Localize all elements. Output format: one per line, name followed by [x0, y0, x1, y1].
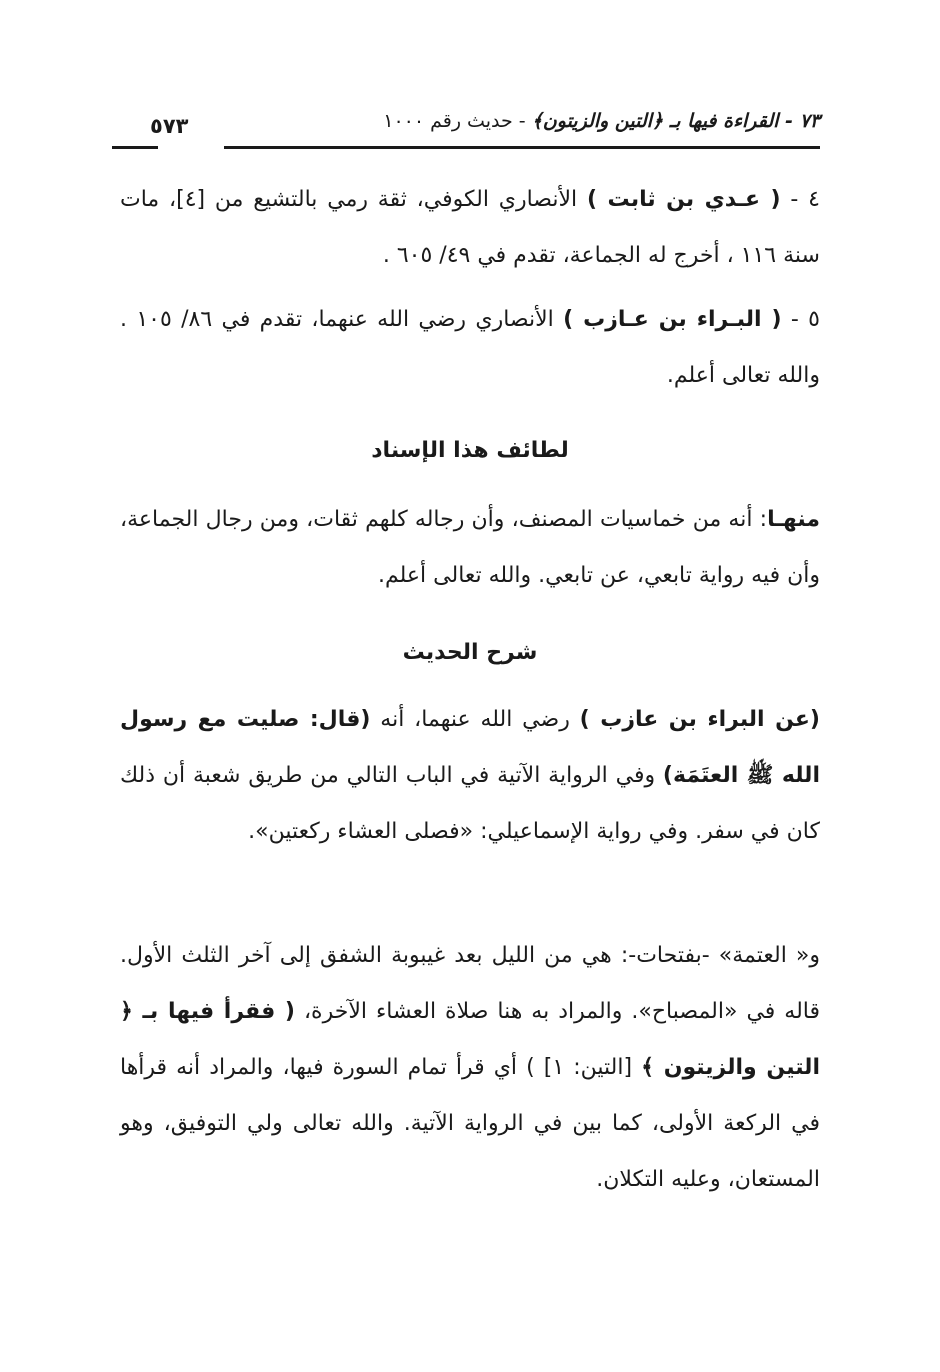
narrator-5-text: الأنصاري رضي الله عنهما، تقدم في ٨٦/ ١٠٥ . والله تعالى أعلم. — [120, 307, 820, 388]
sharh-p1-bold-1: (عن البراء بن عازب ) — [579, 707, 820, 732]
sharh-heading: شرح الحديث — [402, 640, 538, 665]
header-rule-short — [112, 146, 158, 149]
lataif-lead: منهـا — [767, 507, 820, 532]
narrator-4-text: الأنصاري الكوفي، ثقة رمي بالتشيع من [٤]، مات سنة ١١٦ ، أخرج له الجماعة، تقدم في ٤٩/ ٦٠٥ . — [120, 187, 820, 268]
narrator-4-number: ٤ - — [780, 187, 820, 212]
sharh-p1-text-2: وفي الرواية الآتية في الباب التالي من طريق شعبة أن ذلك كان في سفر. وفي رواية الإسماعيلي: «فصلى العشاء ركعتين». — [120, 763, 820, 844]
sharh-paragraph-1 — [120, 692, 820, 860]
lataif-text: : أنه من خماسيات المصنف، وأن رجاله كلهم ثقات، ومن رجال الجماعة، وأن فيه رواية تابعي، عن تابعي. والله تعالى أعلم. — [120, 507, 820, 588]
sharh-p1-bold-2: (قال: صليت مع رسول الله ﷺ العتَمَة) — [120, 707, 820, 788]
narrator-4 — [120, 172, 820, 284]
sharh-p2-text-2: [التين: ١] ) أي قرأ تمام السورة فيها، والمراد أنه قرأها في الركعة الأولى، كما بين في الرواية الآتية. والله تعالى ولي التوفيق، وهو المستعان، وعليه التكلان. — [120, 1055, 820, 1192]
page-header — [112, 108, 820, 152]
running-title — [383, 110, 820, 132]
sharh-p2-bold: ( فقرأ فيها بـ ﴿ التين والزيتون ﴾ — [120, 999, 820, 1080]
narrator-4-name: ( عـدي بن ثابت ) — [587, 187, 781, 212]
page-number: ٥٧٣ — [150, 114, 189, 138]
lataif-paragraph — [120, 492, 820, 604]
sharh-p2-text-1: و« العتمة» -بفتحات-: هي من الليل بعد غيبوبة الشفق إلى آخر الثلث الأول. قاله في «المصباح». والمراد به هنا صلاة العشاء الآخرة، — [120, 943, 820, 1024]
narrator-5 — [120, 292, 820, 404]
narrator-5-number: ٥ - — [781, 307, 820, 332]
running-title-chapter: ٧٣ - القراءة فيها بـ ﴿التين والزيتون﴾ — [531, 110, 820, 132]
lataif-heading: لطائف هذا الإسناد — [371, 438, 569, 463]
sharh-paragraph-2 — [120, 928, 820, 1208]
narrator-5-name: ( البـراء بن عـازب ) — [563, 307, 782, 332]
header-rule — [224, 146, 820, 149]
sharh-p1-text-1: رضي الله عنهما، أنه — [370, 707, 580, 732]
running-title-hadith: - حديث رقم ١٠٠٠ — [383, 110, 532, 132]
